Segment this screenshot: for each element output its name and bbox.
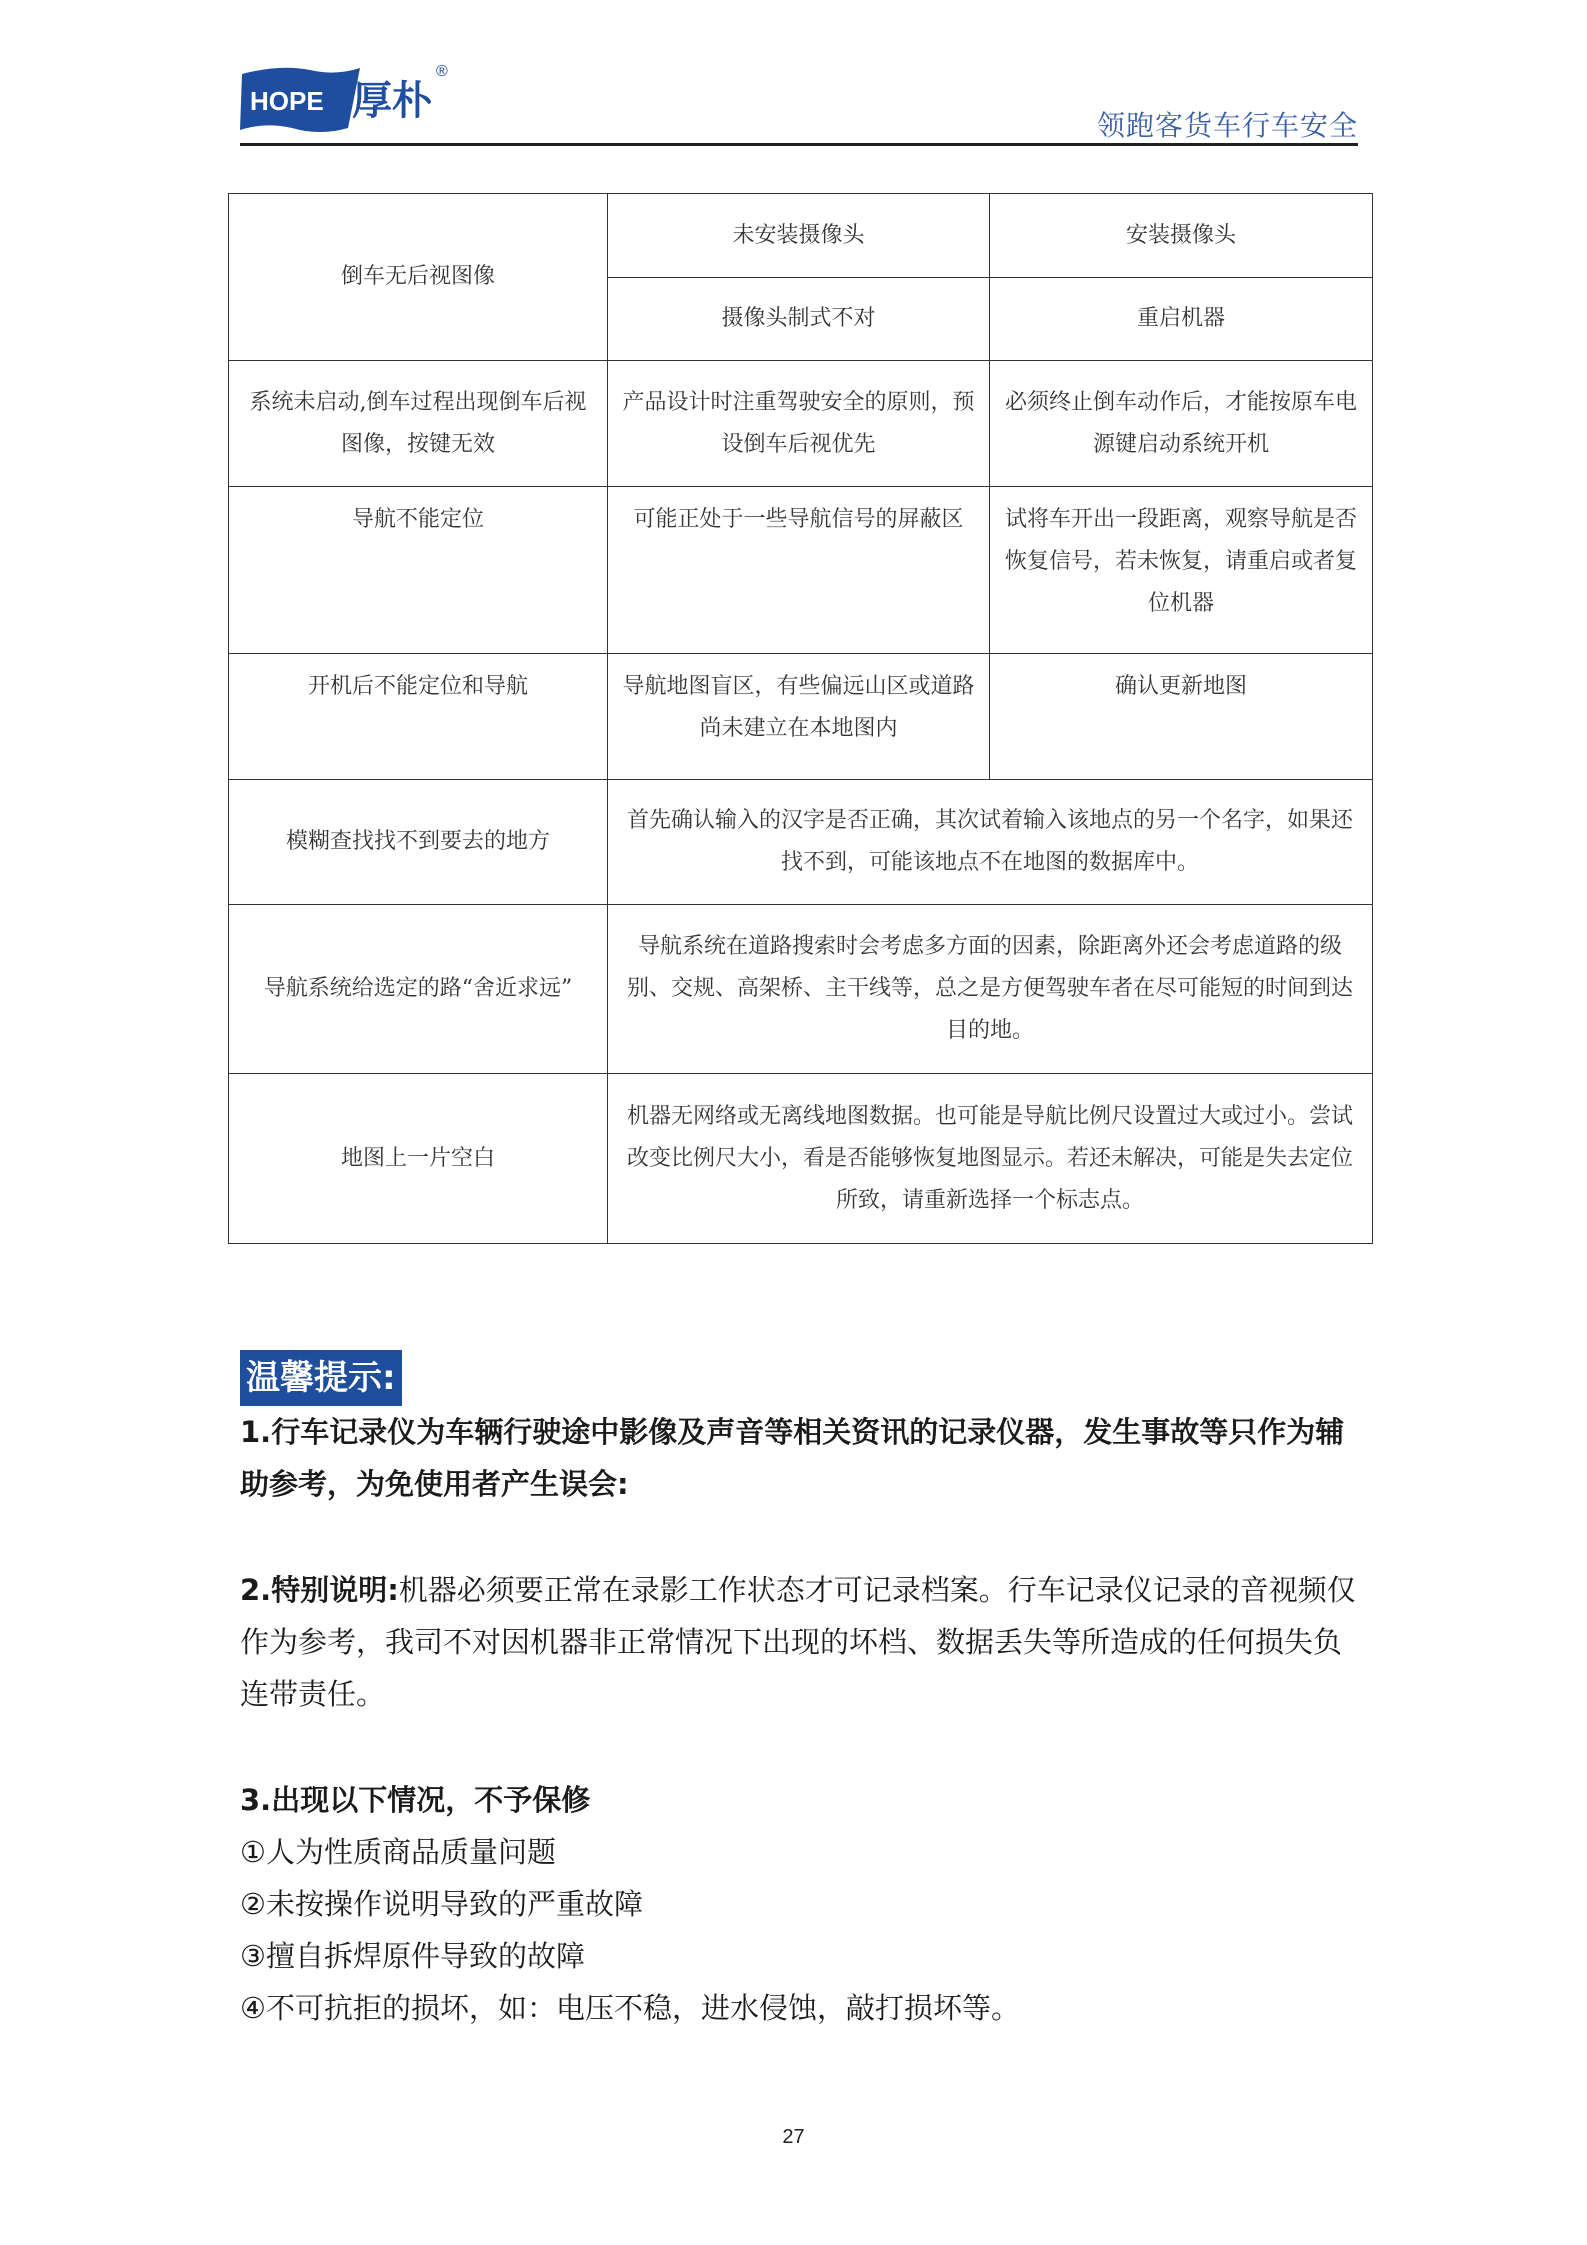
troubleshooting-table: [228, 193, 1373, 1244]
table-cell: 首先确认输入的汉字是否正确，其次试着输入该地点的另一个名字，如果还找不到，可能该地点不在地图的数据库中。: [608, 780, 1373, 905]
list-item: ③擅自拆焊原件导致的故障: [240, 1939, 585, 1973]
table-cell: 安装摄像头: [990, 194, 1373, 278]
table-row: [229, 905, 1373, 1074]
svg-text:厚朴: 厚朴: [352, 78, 432, 124]
table-cell: 导航系统给选定的路“舍近求远”: [229, 905, 608, 1074]
tips-title: 温馨提示:: [240, 1350, 402, 1406]
svg-text:®: ®: [436, 63, 448, 80]
hope-logo: [240, 56, 470, 134]
table-cell: 模糊查找找不到要去的地方: [229, 780, 608, 905]
table-cell: 系统未启动,倒车过程出现倒车后视图像，按键无效: [229, 361, 608, 487]
table-cell: 可能正处于一些导航信号的屏蔽区: [608, 487, 990, 654]
table-row: [229, 1074, 1373, 1244]
header-divider: [240, 143, 1358, 146]
list-item: ①人为性质商品质量问题: [240, 1835, 556, 1869]
table-row: [229, 487, 1373, 654]
tips-section: [240, 1350, 1360, 2034]
header-tagline: 领跑客货车行车安全: [1096, 109, 1358, 142]
table-cell: 地图上一片空白: [229, 1074, 608, 1244]
table-cell: 导航地图盲区，有些偏远山区或道路尚未建立在本地图内: [608, 654, 990, 780]
table-cell: 试将车开出一段距离，观察导航是否恢复信号，若未恢复，请重启或者复位机器: [990, 487, 1373, 654]
table-row: [229, 194, 1373, 278]
table-cell: 摄像头制式不对: [608, 278, 990, 361]
table-cell: 机器无网络或无离线地图数据。也可能是导航比例尺设置过大或过小。尝试改变比例尺大小，看是否能够恢复地图显示。若还未解决，可能是失去定位所致，请重新选择一个标志点。: [608, 1074, 1373, 1244]
list-item: ②未按操作说明导致的严重故障: [240, 1887, 643, 1921]
tip-item-2-body: 机器必须要正常在录影工作状态才可记录档案。行车记录仪记录的音视频仅作为参考，我司不对因机器非正常情况下出现的坏档、数据丢失等所造成的任何损失负连带责任。: [240, 1573, 1356, 1711]
page-number: 27: [782, 2126, 805, 2148]
table-cell: 倒车无后视图像: [229, 194, 608, 361]
page-header: [240, 52, 1358, 146]
table-cell: 产品设计时注重驾驶安全的原则，预设倒车后视优先: [608, 361, 990, 487]
table-cell: 开机后不能定位和导航: [229, 654, 608, 780]
table-cell: 导航系统在道路搜索时会考虑多方面的因素，除距离外还会考虑道路的级别、交规、高架桥、主干线等，总之是方便驾驶车者在尽可能短的时间到达目的地。: [608, 905, 1373, 1074]
table-cell: 未安装摄像头: [608, 194, 990, 278]
table-row: [229, 361, 1373, 487]
table-row: [229, 654, 1373, 780]
table-cell: 重启机器: [990, 278, 1373, 361]
svg-text:HOPE: HOPE: [250, 86, 324, 116]
table-row: [229, 780, 1373, 905]
table-cell: 必须终止倒车动作后，才能按原车电源键启动系统开机: [990, 361, 1373, 487]
tip-item-3-heading: 3.出现以下情况，不予保修: [240, 1783, 591, 1817]
table-cell: 确认更新地图: [990, 654, 1373, 780]
tip-item-2-heading: 2.特别说明:: [240, 1573, 399, 1607]
list-item: ④不可抗拒的损坏，如：电压不稳，进水侵蚀，敲打损坏等。: [240, 1991, 1020, 2025]
tip-item-2: [240, 1564, 1360, 1720]
tip-item-1: 1.行车记录仪为车辆行驶途中影像及声音等相关资讯的记录仪器，发生事故等只作为辅助参考，为免使用者产生误会:: [240, 1415, 1345, 1501]
table-cell: 导航不能定位: [229, 487, 608, 654]
